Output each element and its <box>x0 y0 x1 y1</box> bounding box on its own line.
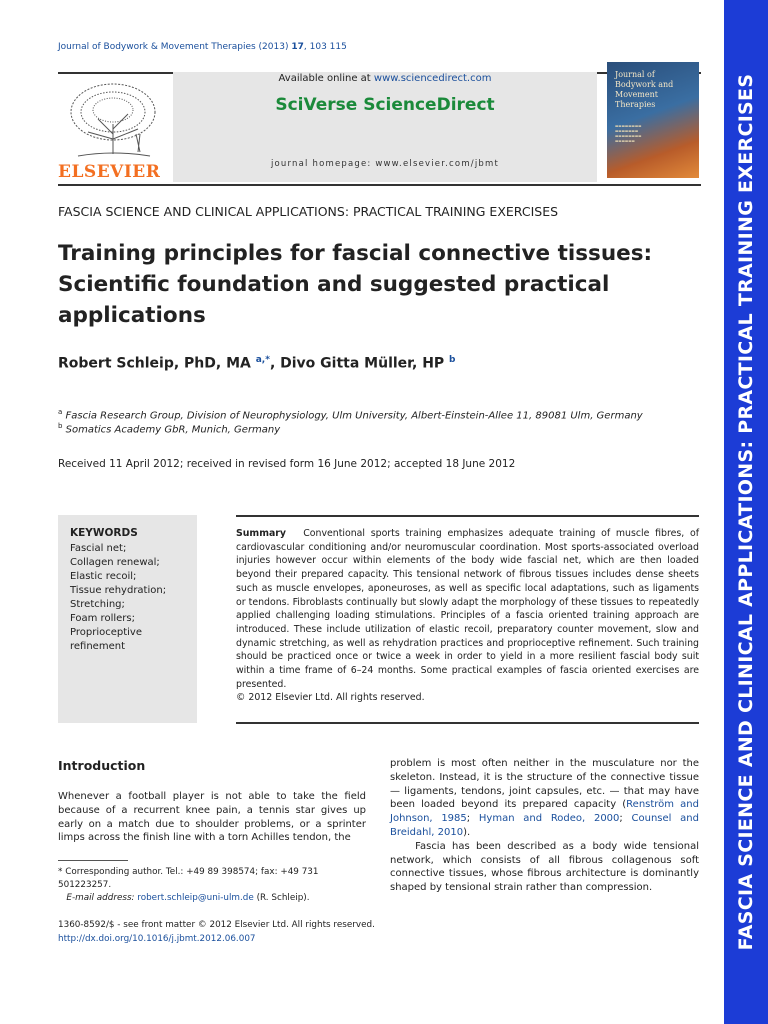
doi-link[interactable]: http://dx.doi.org/10.1016/j.jbmt.2012.06.007 <box>58 934 256 944</box>
sciencedirect-link[interactable]: www.sciencedirect.com <box>373 73 492 84</box>
corresponding-author-footnote: * Corresponding author. Tel.: +49 89 398574; fax: +49 731 501223257. E-mail address: robert.schleip@uni-ulm.de (R. Schleip). <box>58 867 319 903</box>
journal-reference <box>58 42 347 52</box>
journal-cover-subtext: ▬▬▬▬▬▬▬▬ ▬▬▬▬▬▬▬ ▬▬▬▬▬▬▬▬ ▬▬▬▬▬▬ <box>615 124 642 143</box>
keywords-list <box>70 542 166 654</box>
author-2-affiliation-mark[interactable]: b <box>449 355 456 365</box>
keyword: Tissue rehydration; <box>70 585 167 596</box>
journal-volume: 17 <box>291 42 304 52</box>
available-prefix: Available online at <box>278 73 374 84</box>
journal-homepage[interactable]: journal homepage: www.elsevier.com/jbmt <box>270 159 500 169</box>
journal-cover-title: Journal of Bodywork and Movement Therapies <box>615 70 674 109</box>
received-dates: Received 11 April 2012; received in revised form 16 June 2012; accepted 18 June 2012 <box>58 458 516 470</box>
abstract-bottom-rule <box>236 722 699 724</box>
journal-name: Journal of Bodywork & Movement Therapies (2013) <box>58 42 289 52</box>
abstract-copyright: © 2012 Elsevier Ltd. All rights reserved. <box>236 692 425 704</box>
keyword: Fascial net; <box>70 543 127 554</box>
publisher-name: ELSEVIER <box>58 162 161 182</box>
author-1: Robert Schleip, PhD, MA <box>58 355 256 372</box>
side-banner-text: FASCIA SCIENCE AND CLINICAL APPLICATIONS: PRACTICAL TRAINING EXERCISES <box>735 73 757 951</box>
issn-line: 1360-8592/$ - see front matter © 2012 Elsevier Ltd. All rights reserved. <box>58 920 375 930</box>
affiliation-text: Somatics Academy GbR, Munich, Germany <box>65 424 281 436</box>
keyword: Foam rollers; <box>70 613 135 624</box>
journal-pages: , 103 115 <box>303 42 347 52</box>
available-online <box>173 73 597 84</box>
keyword: Elastic recoil; <box>70 571 137 582</box>
paragraph-text: problem is most often neither in the musculature nor the skeleton. Instead, it is the structure of the connective tissue — ligaments, tendons, joint capsules, etc. — that may have been loaded beyond its prepared capacity ( <box>390 758 699 811</box>
keyword: Collagen renewal; <box>70 557 160 568</box>
affiliation-mark: b <box>58 422 63 430</box>
footnote-rule <box>58 860 128 861</box>
author-list <box>58 355 456 372</box>
keywords-heading: KEYWORDS <box>70 527 138 539</box>
keyword: Proprioceptive <box>70 627 142 638</box>
keyword: Stretching; <box>70 599 125 610</box>
affiliation-b <box>58 422 280 435</box>
section-heading-introduction: Introduction <box>58 758 146 773</box>
paragraph-text: Fascia has been described as a body wide tensional network, which consists of all fibrous collagenous soft connective tissues, whose fibrous architecture is dominantly shaped by tensional strain rather than compression. <box>390 840 699 894</box>
abstract-top-rule <box>236 515 699 517</box>
citation-link[interactable]: Renström and Johnson, 1985 <box>390 799 699 825</box>
affiliation-mark: a <box>58 408 63 416</box>
affiliation-text: Fascia Research Group, Division of Neurophysiology, Ulm University, Albert-Einstein-Allee 11, 89081 Ulm, Germany <box>65 410 643 422</box>
article-title: Training principles for fascial connective tissues: Scientific foundation and suggested practical applications <box>58 241 653 328</box>
article-category: FASCIA SCIENCE AND CLINICAL APPLICATIONS: PRACTICAL TRAINING EXERCISES <box>58 204 559 219</box>
email-label: E-mail address: <box>66 893 138 903</box>
abstract <box>236 527 699 705</box>
citation-link[interactable]: Hyman and Rodeo, 2000 <box>478 813 620 825</box>
email-link[interactable]: robert.schleip@uni-ulm.de <box>137 893 254 903</box>
keyword: refinement <box>70 641 125 652</box>
body-column-left: Whenever a football player is not able to take the field because of a recurrent knee pain, a tennis star gives up early on a match due to shoulder problems, or a sprinter limps across the finish line with a torn Achilles tendon, the <box>58 791 366 844</box>
abstract-text: Conventional sports training emphasizes adequate training of muscle fibres, of cardiovascular conditioning and/or neuromuscular coordination. Most sports-associated overload injuries however occur within elements of the body wide fascial net, which are then loaded beyond their prepared capacity. This tensional network of fibrous tissues includes dense sheets such as muscle envelopes, aponeuroses, as well as specific local adaptations, such as ligaments or tendons. Fibroblasts continually but slowly adapt the morphology of these tissues to repeatedly applied challenging loading stimulations. Principles of a fascia oriented training approach are introduced. These include utilization of elastic recoil, preparatory counter movement, slow and dynamic stretching, as well as rehydration practices and proprioceptive refinement. Such training should be practiced once or twice a week in order to yield in a more resilient fascial body suit within a time frame of 6–24 months. Some practical examples of fascia oriented exercises are presented. <box>236 528 699 690</box>
platform-name: SciVerse ScienceDirect <box>275 95 495 115</box>
body-column-right: problem is most often neither in the musculature nor the skeleton. Instead, it is the structure of the connective tissue — ligaments, tendons, joint capsules, etc. — that may have been loaded beyond its prepared capacity (Renström and Johnson, 1985; Hyman and Rodeo, 2000; Counsel and Breidahl, 2010). Fascia has been described as a body wide tensional network, which consists of all fibrous collagenous soft connective tissues, whose fibrous architecture is dominantly shaped by tensional strain rather than compression. <box>390 758 699 894</box>
citation-link[interactable]: Counsel and Breidahl, 2010 <box>390 813 699 838</box>
affiliation-a <box>58 408 643 421</box>
corresponding-author: * Corresponding author. Tel.: +49 89 398574; fax: +49 731 501223257. <box>58 867 319 890</box>
abstract-label: Summary <box>236 528 287 539</box>
author-1-affiliation-mark[interactable]: a,* <box>255 355 270 365</box>
author-2: , Divo Gitta Müller, HP <box>269 355 450 372</box>
